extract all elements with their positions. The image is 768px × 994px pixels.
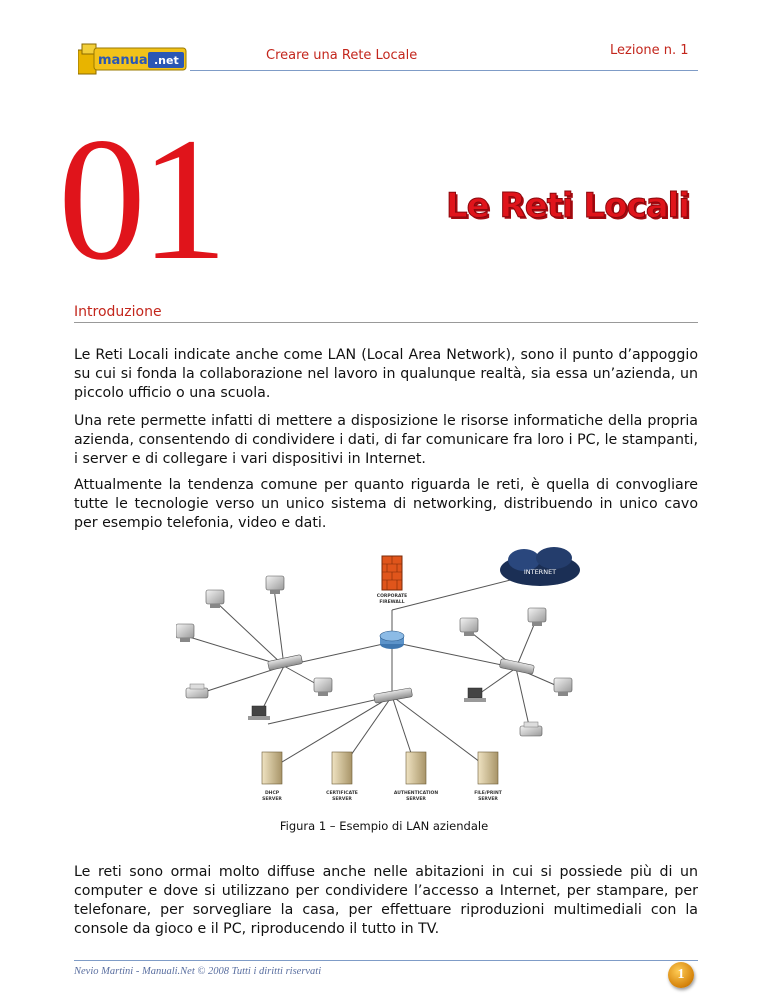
switch-icon (374, 688, 413, 703)
lan-diagram-figure (176, 546, 584, 814)
figure-caption: Figura 1 – Esempio di LAN aziendale (279, 819, 489, 833)
header-lesson: Lezione n. 1 (610, 43, 689, 58)
section-divider (74, 322, 698, 323)
monitor-icon (176, 624, 194, 642)
firewall-icon (377, 556, 407, 605)
paragraph: Attualmente la tendenza comune per quanto riguarda le reti, è quella di convogliare tutte le tecnologie verso un unico sistema di networking, distribuendo in unico cavo per esempio telefonia, video e dati. (74, 477, 698, 531)
chapter-title: Le Reti Locali (446, 186, 689, 226)
switch-icon (268, 655, 303, 671)
monitor-icon (528, 608, 546, 626)
svg-text:SERVER: SERVER (406, 797, 426, 802)
svg-text:SERVER: SERVER (332, 797, 352, 802)
cloud-icon (500, 547, 580, 586)
printer-icon (186, 684, 208, 698)
svg-text:FILE/PRINT: FILE/PRINT (474, 791, 502, 796)
svg-text:CERTIFICATE: CERTIFICATE (326, 791, 358, 796)
svg-text:DHCP: DHCP (264, 791, 280, 796)
monitor-icon (554, 678, 572, 696)
server-icon (326, 752, 358, 802)
laptop-icon (248, 706, 270, 720)
server-icon (262, 752, 282, 802)
svg-text:.net: .net (154, 54, 179, 67)
paragraph: Le Reti Locali indicate anche come LAN (Local Area Network), sono il punto d’appoggio su cui si fonda la collaborazione nel lavoro in qualunque realtà, sia essa un’azienda, un piccolo ufficio o una scuola. (74, 347, 698, 401)
laptop-icon (464, 688, 486, 702)
svg-text:CORPORATE: CORPORATE (376, 594, 408, 599)
server-icon (474, 752, 503, 802)
monitor-icon (266, 576, 284, 594)
svg-text:FIREWALL: FIREWALL (379, 600, 405, 605)
footer-copyright: Nevio Martini - Manuali.Net © 2008 Tutti i diritti riservati (74, 966, 322, 977)
chapter-number: 01 (58, 102, 222, 297)
monitor-icon (314, 678, 332, 696)
paragraph: Le reti sono ormai molto diffuse anche nelle abitazioni in cui si possiede più di un computer e dove si utilizzano per condividere l’accesso a Internet, per stampare, per telefonare, per sorvegliare la casa, per effettuare riproduzioni multimediali con la console da gioco e il PC, riproducendo il tutto in TV. (74, 864, 698, 937)
svg-text:SERVER: SERVER (478, 797, 498, 802)
svg-text:SERVER: SERVER (262, 797, 282, 802)
manuali-net-logo (78, 42, 190, 76)
footer-divider (74, 960, 698, 961)
logo-text: manuali (98, 53, 157, 68)
monitor-icon (206, 590, 224, 608)
router-icon (380, 631, 404, 649)
section-heading: Introduzione (74, 304, 162, 320)
internet-label: INTERNET (523, 568, 557, 576)
header-title: Creare una Rete Locale (266, 48, 418, 63)
page-number-badge: 1 (668, 962, 694, 988)
paragraph: Una rete permette infatti di mettere a disposizione le risorse informatiche della propria azienda, consentendo di condividere i dati, di far comunicare fra loro i PC, le stampanti, i server e di collegare i vari dispositivi in Internet. (74, 413, 698, 467)
header-divider (190, 70, 698, 71)
printer-icon (520, 722, 542, 736)
monitor-icon (460, 618, 478, 636)
svg-text:AUTHENTICATION: AUTHENTICATION (393, 791, 439, 796)
server-icon (394, 752, 438, 802)
